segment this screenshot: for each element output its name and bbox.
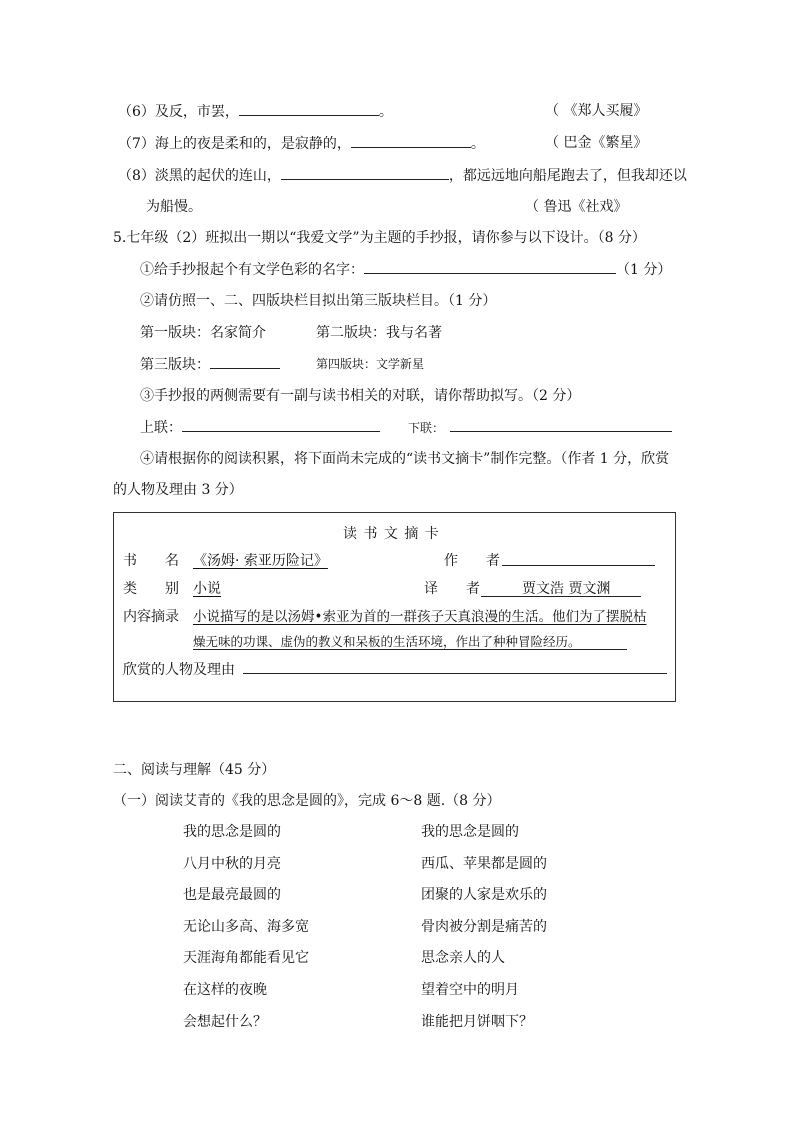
couplet-lower: 下联： xyxy=(408,417,672,438)
poem-line: 谁能把月饼咽下？ xyxy=(421,1014,533,1030)
question-8-continued: 为船慢。 xyxy=(146,199,202,215)
poem-line: 骨肉被分割是痛苦的 xyxy=(421,919,547,935)
question-7: （7）海上的夜是柔和的，是寂静的， 。 xyxy=(118,133,485,154)
poem-line: 八月中秋的月亮 xyxy=(183,856,281,872)
card-book-value: 《汤姆· 索亚历险记》 xyxy=(193,553,328,569)
lower-couplet-blank[interactable] xyxy=(450,417,672,432)
card-book-label: 书 名 xyxy=(123,553,179,569)
block-1: 第一版块：名家简介 xyxy=(140,325,266,341)
card-summary-line1: 小说描写的是以汤姆•索亚为首的一群孩子天真浪漫的生活。他们为了摆脱枯 xyxy=(193,609,647,625)
poem-line: 天涯海角都能看见它 xyxy=(183,950,309,966)
question-number: （7） xyxy=(118,136,155,152)
card-appreciation: 欣赏的人物及理由 xyxy=(123,659,667,680)
poem-line: 我的思念是圆的 xyxy=(421,824,519,840)
block-4: 第四版块：文学新星 xyxy=(316,357,425,371)
source-citation: （ 鲁迅《社戏》 xyxy=(525,199,628,215)
question-text: 及反，市罢， xyxy=(154,104,239,120)
poem-line: 在这样的夜晚 xyxy=(183,982,267,998)
card-type-label: 类 别 xyxy=(123,581,179,597)
question-text: 淡黑的起伏的连山， xyxy=(154,168,281,184)
block-2: 第二版块：我与名著 xyxy=(316,325,442,341)
poem-line: 会想起什么？ xyxy=(183,1014,267,1030)
poem-line: 也是最亮最圆的 xyxy=(183,887,281,903)
poem-line: 无论山多高、海多宽 xyxy=(183,919,309,935)
q5-part2: ②请仿照一、二、四版块栏目拟出第三版块栏目。（1 分） xyxy=(140,293,497,309)
q5-part4-continued: 的人物及理由 3 分） xyxy=(113,482,243,498)
answer-blank[interactable] xyxy=(281,165,449,180)
poem-line: 团聚的人家是欢乐的 xyxy=(421,887,547,903)
block-3-blank[interactable] xyxy=(210,354,280,369)
poem-line: 我的思念是圆的 xyxy=(183,824,281,840)
section-2-sub1: （一）阅读艾青的《我的思念是圆的》，完成 6～8 题.（8 分） xyxy=(113,793,501,809)
question-8: （8）淡黑的起伏的连山， ，都远远地向船尾跑去了，但我却还以 xyxy=(118,165,687,186)
section-2-title: 二、阅读与理解（45 分） xyxy=(113,762,276,778)
q5-part1: ①给手抄报起个有文学色彩的名字： （1 分） xyxy=(140,259,671,280)
author-blank[interactable] xyxy=(502,551,655,566)
couplet-upper: 上联： xyxy=(140,417,380,438)
appreciation-blank[interactable] xyxy=(243,659,667,674)
question-text: 海上的夜是柔和的，是寂静的， xyxy=(154,136,351,152)
q5-title: 5.七年级（2）班拟出一期以“我爱文学”为主题的手抄报，请你参与以下设计。（8 分） xyxy=(113,230,646,246)
source-citation: （ 《郑人买履》 xyxy=(545,103,648,119)
card-translator-value: 贾文浩 贾文渊 xyxy=(522,581,611,597)
answer-blank[interactable] xyxy=(351,133,471,148)
card-author-label: 作 者 xyxy=(444,553,500,569)
upper-couplet-blank[interactable] xyxy=(182,417,380,432)
block-3: 第三版块： xyxy=(140,354,280,375)
question-number: （6） xyxy=(118,104,155,120)
card-summary-line2: 燥无味的功课、虚伪的教义和呆板的生活环境，作出了种种冒险经历。 xyxy=(193,632,627,650)
source-citation: （ 巴金《繁星》 xyxy=(545,135,648,151)
poem-line: 思念亲人的人 xyxy=(421,950,505,966)
newspaper-name-blank[interactable] xyxy=(364,259,616,274)
question-number: （8） xyxy=(118,168,155,184)
q5-part4: ④请根据你的阅读积累，将下面尚未完成的“读书文摘卡”制作完整。（作者 1 分，欣赏 xyxy=(140,451,670,467)
card-type-value: 小说 xyxy=(193,581,221,597)
answer-blank[interactable] xyxy=(239,101,379,116)
q5-part3: ③手抄报的两侧需要有一副与读书相关的对联，请你帮助拟写。（2 分） xyxy=(140,388,581,404)
card-summary-label: 内容摘录 xyxy=(123,609,179,625)
poem-line: 西瓜、苹果都是圆的 xyxy=(421,856,547,872)
card-title: 读 书 文 摘 卡 xyxy=(343,526,440,542)
card-author-blank-wrap xyxy=(502,551,655,572)
poem-line: 望着空中的明月 xyxy=(421,982,519,998)
question-6: （6）及反，市罢， 。 xyxy=(118,101,393,122)
card-translator-label: 译 者 xyxy=(424,581,480,597)
